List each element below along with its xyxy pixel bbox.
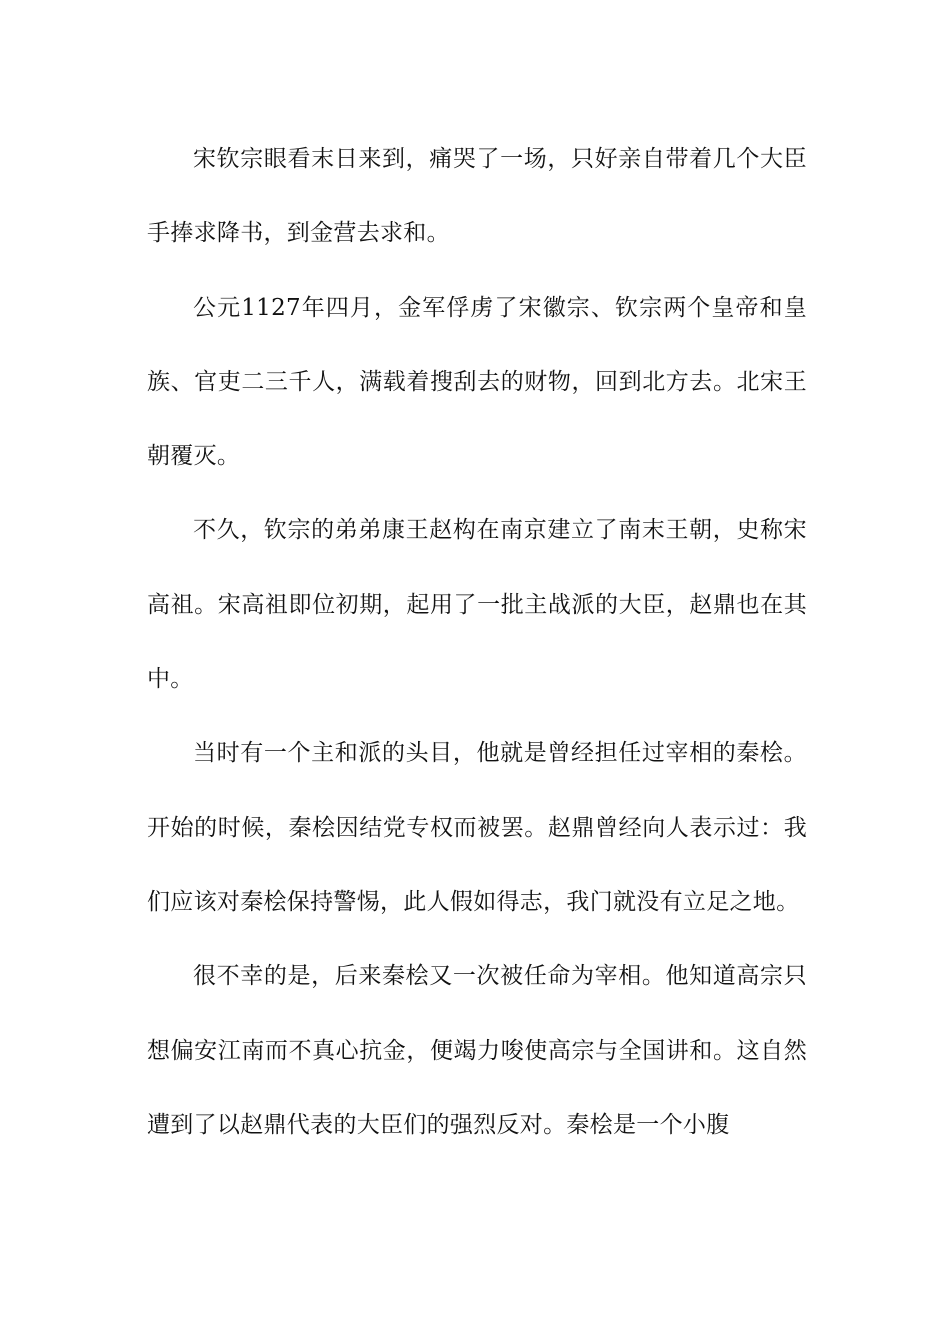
paragraph-1: 宋钦宗眼看末日来到，痛哭了一场，只好亲自带着几个大臣手捧求降书，到金营去求和。 [147, 146, 807, 247]
paragraph-3: 不久，钦宗的弟弟康王赵构在南京建立了南末王朝，史称宋高祖。宋高祖即位初期，起用了一批主战派的大臣，赵鼎也在其中。 [147, 517, 807, 693]
document-body [147, 122, 807, 1162]
paragraph-4: 当时有一个主和派的头目，他就是曾经担任过宰相的秦桧。开始的时候，秦桧因结党专权而被罢。赵鼎曾经向人表示过：我们应该对秦桧保持警惕，此人假如得志，我门就没有立足之地。 [147, 740, 807, 915]
paragraph-2: 公元1127年四月，金军俘虏了宋徽宗、钦宗两个皇帝和皇族、官吏二三千人，满载着搜刮去的财物，回到北方去。北宋王朝覆灭。 [147, 294, 807, 470]
paragraph-5: 很不幸的是，后来秦桧又一次被任命为宰相。他知道高宗只想偏安江南而不真心抗金，便竭力唆使高宗与全国讲和。这自然遭到了以赵鼎代表的大臣们的强烈反对。秦桧是一个小腹 [147, 963, 807, 1138]
